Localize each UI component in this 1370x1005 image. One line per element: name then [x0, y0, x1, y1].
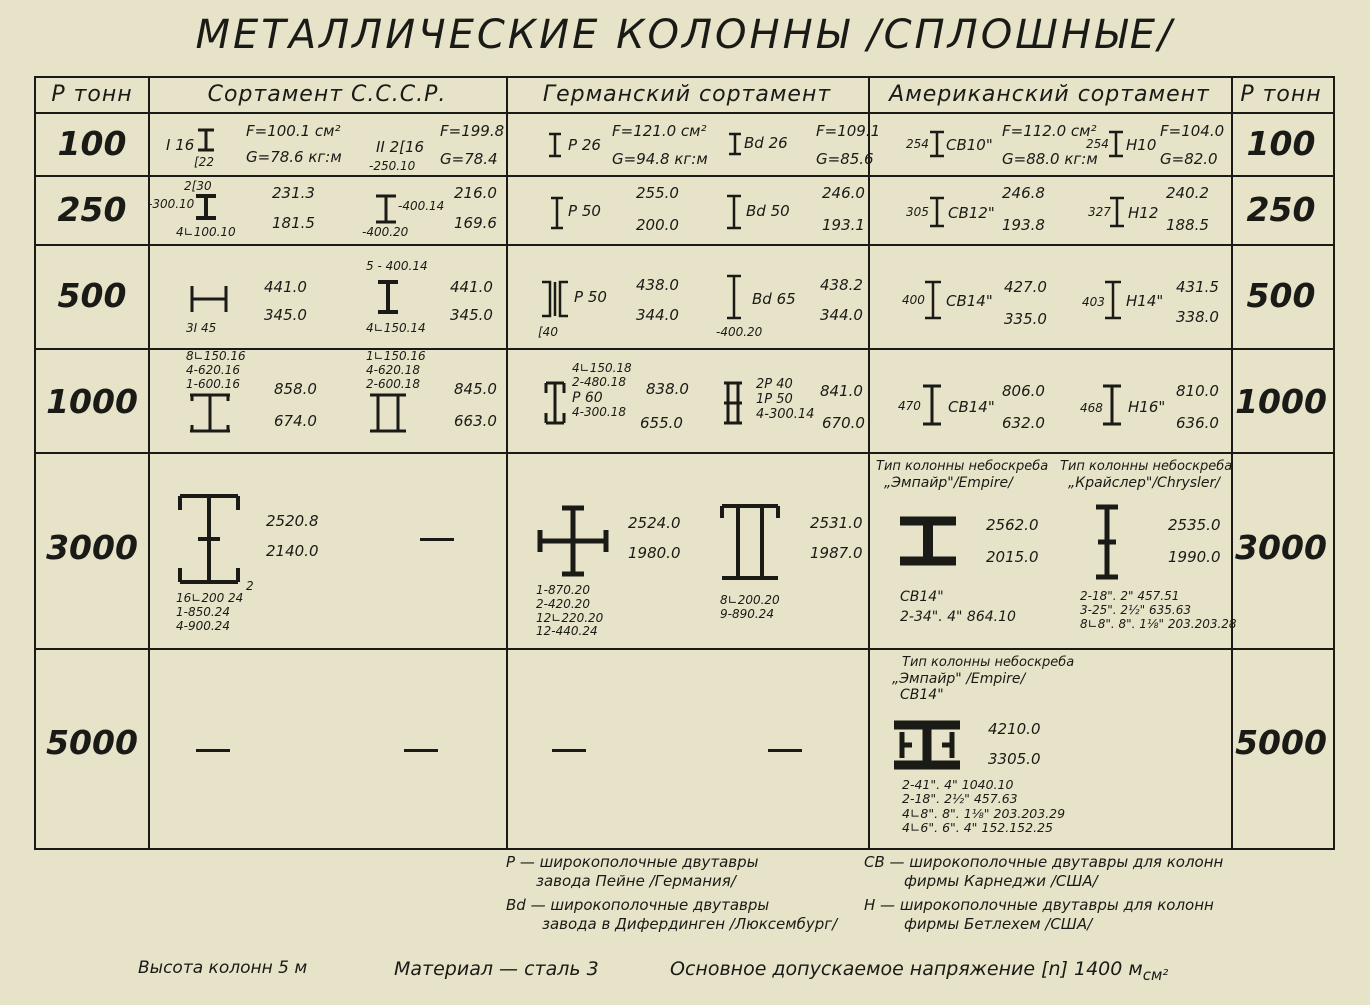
spec-line: 1P 50 [756, 391, 793, 407]
r1000-u2-f: 845.0 [454, 380, 497, 398]
r500-a2-profile: H14" [1126, 292, 1164, 310]
load-3000-right: 3000 [1235, 528, 1327, 567]
r500-g2-g: 344.0 [820, 306, 863, 324]
r3000-a2-caption [1060, 460, 1232, 491]
header-usa: Американский сортамент [889, 82, 1210, 107]
r100-u2-profile: II 2[16 [376, 138, 425, 156]
i-beam-icon [1102, 384, 1122, 426]
columns-table [34, 76, 1335, 850]
spec-line: 8∟200.20 [720, 593, 780, 607]
r500-a2-g: 338.0 [1176, 308, 1219, 326]
spec-line: 1-850.24 [176, 604, 230, 619]
spec-line: P 60 [572, 389, 603, 406]
r1000-g2-specs [756, 378, 814, 423]
r500-a1-profile: CB14" [946, 292, 993, 310]
legend-line: фирмы Бетлехем /США/ [904, 914, 1093, 933]
built-up-column-icon [1092, 504, 1122, 580]
r100-u2-f: F=199.8 [440, 122, 505, 140]
r250-u1-top: 2[30 [184, 179, 212, 193]
r3000-a1-specs [900, 588, 1016, 627]
r3000-g1-specs [536, 584, 603, 639]
r500-g1-f: 438.0 [636, 276, 679, 294]
spec-line: 12-440.24 [536, 624, 598, 639]
r250-a2-f: 240.2 [1166, 184, 1209, 202]
spec-line: 2-34". 4" 864.10 [900, 608, 1016, 625]
spec-line: 3-25". 2½" 635.63 [1080, 602, 1191, 617]
r1000-g2-g: 670.0 [822, 414, 865, 432]
r3000-u1-g: 2140.0 [266, 542, 319, 560]
r500-u1-bot: 3I 45 [186, 321, 217, 335]
i-beam-icon [548, 132, 562, 158]
spec-line: 4∟6". 6". 4" 152.152.25 [902, 820, 1053, 836]
built-up-column-icon [194, 194, 218, 220]
r250-a2-profile: H12 [1128, 204, 1159, 222]
spec-line: CB14" [900, 589, 944, 605]
caption-line: CB14" [900, 687, 944, 704]
r100-a2-g: G=82.0 [1160, 150, 1218, 168]
r500-u2-top: 5 - 400.14 [366, 259, 428, 273]
r250-u2-g: 169.6 [454, 214, 497, 232]
i-beam-icon [929, 130, 945, 158]
r500-a1-dim: 400 [902, 293, 925, 307]
spec-line: 4∟8". 8". 1⅛" 203.203.29 [902, 805, 1066, 821]
spec-line: 4-620.16 [186, 362, 240, 377]
r250-g1-f: 255.0 [636, 184, 679, 202]
spec-line: 2-480.18 [572, 374, 626, 389]
i-beam-icon [550, 196, 564, 230]
heavy-built-up-column-icon [892, 720, 962, 770]
r250-a2-g: 188.5 [1166, 216, 1209, 234]
r1000-a2-profile: H16" [1128, 398, 1166, 416]
r250-a1-g: 193.8 [1002, 216, 1045, 234]
grid-line [148, 78, 150, 848]
caption-line: Тип колонны небоскреба [902, 655, 1075, 670]
header-p-left: P тонн [51, 82, 133, 107]
caption-line: Тип колонны небоскреба [876, 459, 1049, 474]
spec-line: 8∟150.16 [186, 349, 246, 363]
caption-line: „Эмпайр"/Empire/ [884, 474, 1013, 491]
r250-u1-g: 181.5 [272, 214, 315, 232]
r100-u1-sub: [22 [194, 155, 214, 169]
r1000-u1-specs [186, 350, 246, 391]
spec-line: 1-600.16 [186, 376, 240, 391]
load-100-right: 100 [1246, 124, 1316, 163]
r500-g2-profile: Bd 65 [752, 290, 796, 308]
legend-line: завода в Дифердинген /Люксембург/ [542, 914, 838, 933]
i-beam-icon [726, 274, 742, 320]
caption-line: Тип колонны небоскреба [1060, 459, 1233, 474]
r3000-g2-specs [720, 594, 780, 622]
i-beam-icon [1104, 280, 1122, 320]
r100-g1-profile: P 26 [568, 136, 601, 154]
r250-u1-f: 231.3 [272, 184, 315, 202]
spec-line: 2-18". 2½" 457.63 [902, 791, 1018, 807]
legend-cb [864, 853, 1223, 891]
spec-line: 8∟8". 8". 1⅛" 203.203.28 [1080, 616, 1237, 631]
spec-line: 4-300.14 [756, 406, 815, 422]
spec-line: 2-600.18 [366, 376, 420, 391]
r250-a2-dim: 327 [1088, 205, 1111, 219]
spec-line: 4-900.24 [176, 618, 230, 633]
spec-line: 1-870.20 [536, 583, 590, 597]
footer-stress [670, 958, 1168, 984]
r1000-a1-g: 632.0 [1002, 414, 1045, 432]
r5000-a-g: 3305.0 [988, 750, 1041, 768]
r1000-a2-f: 810.0 [1176, 382, 1219, 400]
r250-g1-profile: P 50 [568, 202, 601, 220]
r100-u2-sub: -250.10 [369, 159, 416, 173]
heavy-i-column-icon [898, 516, 958, 566]
r250-u1-bot: 4∟100.10 [176, 225, 236, 239]
spec-line: 2-18". 2" 457.51 [1080, 589, 1180, 603]
r3000-g2-f: 2531.0 [810, 514, 863, 532]
r5000-a-f: 4210.0 [988, 720, 1041, 738]
r1000-u2-g: 663.0 [454, 412, 497, 430]
r100-a2-f: F=104.0 [1160, 122, 1225, 140]
i-beam-icon [728, 132, 742, 156]
r3000-g1-g: 1980.0 [628, 544, 681, 562]
r1000-g1-g: 655.0 [640, 414, 683, 432]
r1000-u1-f: 858.0 [274, 380, 317, 398]
built-up-column-icon [718, 502, 782, 582]
legend-line: Bd — широкополочные двутавры [506, 896, 770, 914]
built-up-column-icon [542, 380, 568, 426]
r100-a2-profile: H10 [1126, 136, 1157, 154]
r3000-g1-f: 2524.0 [628, 514, 681, 532]
r3000-a1-f: 2562.0 [986, 516, 1039, 534]
r500-u2-g: 345.0 [450, 306, 493, 324]
r500-u1-f: 441.0 [264, 278, 307, 296]
spec-line: 16∟200 24 [176, 591, 244, 605]
channel-column-icon [540, 278, 570, 320]
spec-line: 2P 40 [756, 377, 793, 392]
spec-line: 4-300.18 [572, 404, 626, 419]
load-500-right: 500 [1246, 276, 1316, 315]
spec-line: 2-41". 4" 1040.10 [902, 777, 1014, 792]
r500-g1-profile: P 50 [574, 288, 607, 306]
legend-line: P — широкополочные двутавры [506, 853, 759, 871]
i-beam-icon [196, 128, 216, 152]
footer-material: Материал — сталь 3 [394, 958, 599, 980]
legend-line: CB — широкополочные двутавры для колонн [864, 853, 1224, 871]
r100-a1-g: G=88.0 кг:м [1002, 150, 1098, 168]
r3000-u2-dash [420, 538, 454, 541]
r500-g2-bot: -400.20 [716, 325, 763, 339]
r100-a2-dim: 254 [1086, 137, 1109, 151]
footer-height: Высота колонн 5 м [138, 958, 308, 978]
r1000-a1-profile: CB14" [948, 398, 995, 416]
r1000-u1-g: 674.0 [274, 412, 317, 430]
footer-stress-unit: см² [1142, 965, 1169, 984]
cruciform-column-icon [536, 504, 610, 578]
grid-line [506, 78, 508, 848]
r5000-u2-dash [404, 749, 438, 752]
r500-a2-f: 431.5 [1176, 278, 1219, 296]
h-column-icon [188, 284, 230, 314]
r250-a1-f: 246.8 [1002, 184, 1045, 202]
r3000-u1-sup: 2 [246, 579, 254, 593]
r5000-g2-dash [768, 749, 802, 752]
caption-line: „Крайслер"/Chrysler/ [1068, 474, 1221, 491]
r3000-a1-g: 2015.0 [986, 548, 1039, 566]
r100-u2-g: G=78.4 [440, 150, 498, 168]
legend-line: H — широкополочные двутавры для колонн [864, 896, 1214, 914]
r1000-a2-g: 636.0 [1176, 414, 1219, 432]
built-up-column-icon [720, 380, 746, 426]
spec-line: 9-890.24 [720, 606, 774, 621]
r3000-a1-caption [876, 460, 1048, 491]
r1000-g1-f: 838.0 [646, 380, 689, 398]
r250-u2-profile: -400.14 [398, 199, 445, 213]
r250-g1-g: 200.0 [636, 216, 679, 234]
load-100: 100 [57, 124, 127, 163]
r1000-u2-specs [366, 350, 426, 391]
r5000-a-caption [892, 655, 1075, 704]
r100-g2-profile: Bd 26 [744, 134, 788, 152]
load-250-right: 250 [1246, 190, 1316, 229]
built-up-column-icon [188, 392, 232, 434]
r100-u1-f: F=100.1 см² [246, 122, 341, 140]
r500-a1-g: 335.0 [1004, 310, 1047, 328]
r500-a2-dim: 403 [1082, 295, 1105, 309]
r100-g1-f: F=121.0 см² [612, 122, 707, 140]
load-1000-right: 1000 [1235, 382, 1327, 421]
r100-g1-g: G=94.8 кг:м [612, 150, 708, 168]
spec-line: 2-420.20 [536, 596, 590, 611]
header-p-right: P тонн [1240, 82, 1322, 107]
legend-bd [506, 896, 837, 934]
i-beam-icon [924, 280, 942, 320]
r250-u2-f: 216.0 [454, 184, 497, 202]
r5000-g1-dash [552, 749, 586, 752]
r250-u1-left: -300.10 [148, 197, 195, 211]
spec-line: 1∟150.16 [366, 349, 426, 363]
r100-a1-profile: CB10" [946, 136, 993, 154]
r100-u1-profile: I 16 [166, 136, 195, 154]
i-beam-icon [922, 384, 942, 426]
load-1000: 1000 [46, 382, 138, 421]
r1000-g1-specs [572, 362, 632, 419]
load-3000: 3000 [46, 528, 138, 567]
i-beam-icon [1109, 196, 1125, 228]
header-germany: Германский сортамент [542, 82, 832, 107]
r100-u1-g: G=78.6 кг:м [246, 148, 342, 166]
r500-g1-g: 344.0 [636, 306, 679, 324]
r250-a1-profile: CB12" [948, 204, 995, 222]
r100-g2-f: F=109.1 [816, 122, 881, 140]
footer-stress-text: Основное допускаемое напряжение [n] 1400 м [670, 958, 1143, 980]
r250-g2-profile: Bd 50 [746, 202, 790, 220]
r3000-a2-f: 2535.0 [1168, 516, 1221, 534]
r3000-a2-g: 1990.0 [1168, 548, 1221, 566]
r100-g2-g: G=85.6 [816, 150, 874, 168]
header-ussr: Сортамент С.С.С.Р. [207, 82, 447, 107]
r1000-a1-dim: 470 [898, 399, 921, 413]
r500-u2-f: 441.0 [450, 278, 493, 296]
r3000-u1-f: 2520.8 [266, 512, 319, 530]
legend-line: завода Пейне /Германия/ [536, 871, 736, 890]
r1000-a1-f: 806.0 [1002, 382, 1045, 400]
load-5000: 5000 [46, 723, 138, 762]
load-5000-right: 5000 [1235, 723, 1327, 762]
r500-g2-f: 438.2 [820, 276, 863, 294]
i-beam-icon [929, 196, 945, 228]
grid-line [36, 452, 1333, 454]
r250-g2-g: 193.1 [822, 216, 865, 234]
r1000-a2-dim: 468 [1080, 401, 1103, 415]
r500-a1-f: 427.0 [1004, 278, 1047, 296]
grid-line [868, 78, 870, 848]
grid-line [36, 648, 1333, 650]
built-up-column-icon [176, 492, 242, 586]
grid-line [36, 112, 1333, 114]
spec-line: 4-620.18 [366, 362, 420, 377]
r1000-g2-f: 841.0 [820, 382, 863, 400]
i-beam-icon [1108, 130, 1124, 158]
grid-line [36, 175, 1333, 177]
load-500: 500 [57, 276, 127, 315]
r100-a1-dim: 254 [906, 137, 929, 151]
r250-g2-f: 246.0 [822, 184, 865, 202]
caption-line: „Эмпайр" /Empire/ [892, 670, 1026, 687]
page-title: МЕТАЛЛИЧЕСКИЕ КОЛОННЫ /СПЛОШНЫЕ/ [195, 12, 1175, 58]
i-beam-icon [374, 194, 398, 224]
i-beam-icon [726, 194, 742, 230]
legend-h [864, 896, 1214, 934]
spec-line: 4∟150.18 [572, 361, 632, 375]
r5000-u1-dash [196, 749, 230, 752]
r100-a1-f: F=112.0 см² [1002, 122, 1097, 140]
r250-u2-bot: -400.20 [362, 225, 409, 239]
spec-line: 12∟220.20 [536, 610, 604, 625]
load-250: 250 [57, 190, 127, 229]
r3000-u1-specs [176, 592, 243, 633]
r250-a1-dim: 305 [906, 205, 929, 219]
r500-u2-bot: 4∟150.14 [366, 321, 426, 335]
r5000-a-specs [902, 778, 1065, 836]
r3000-g2-g: 1987.0 [810, 544, 863, 562]
r500-g1-bot: [40 [538, 325, 558, 339]
r500-u1-g: 345.0 [264, 306, 307, 324]
r3000-a2-specs [1080, 590, 1237, 631]
legend-line: фирмы Карнеджи /США/ [904, 871, 1098, 890]
box-column-icon [368, 392, 408, 434]
built-up-column-icon [376, 280, 400, 314]
legend-p [506, 853, 758, 891]
grid-line [36, 244, 1333, 246]
